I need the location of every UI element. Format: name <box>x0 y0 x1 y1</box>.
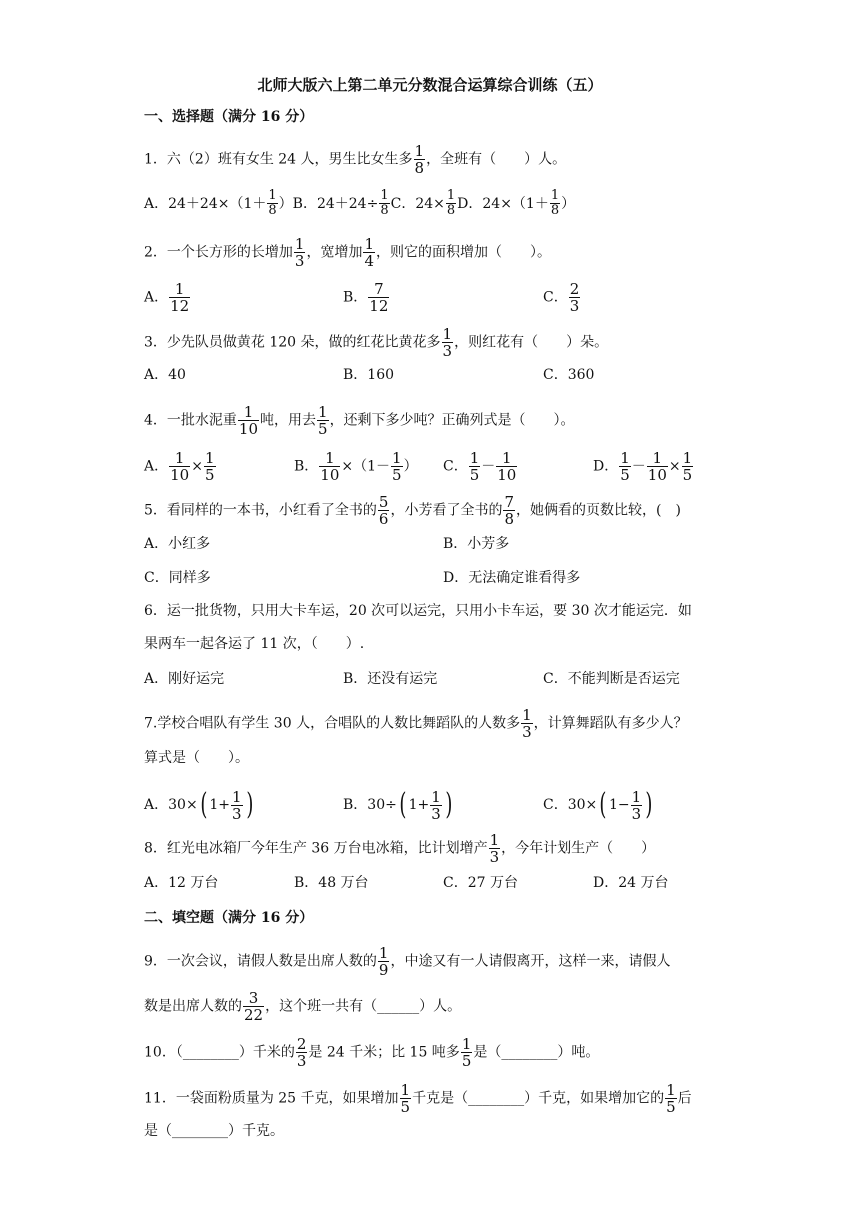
option-c[interactable]: C．同样多 <box>144 570 211 586</box>
fraction: $\frac{1}{9}$ <box>378 944 389 979</box>
fraction: $\frac{2}{3}$ <box>569 280 580 315</box>
fraction: $\frac{1}{5}$ <box>204 449 215 484</box>
option-a[interactable]: A． $\frac{1}{10}$ × $\frac{1}{5}$ <box>144 449 215 484</box>
fraction: $\frac{3}{22}$ <box>244 989 264 1024</box>
option-b[interactable]: B．还没有运完 <box>343 671 438 687</box>
option-c[interactable]: C．30×( 1− $\frac{1}{3}$ ) <box>543 787 653 823</box>
fraction: $\frac{2}{3}$ <box>296 1035 307 1070</box>
fraction: $\frac{1}{5}$ <box>469 449 480 484</box>
fraction: $\frac{1}{3}$ <box>522 706 532 741</box>
fraction: $\frac{1}{5}$ <box>318 403 328 438</box>
fraction: $\frac{1}{5}$ <box>392 449 402 484</box>
option-d[interactable]: D．24×（1＋ $\frac{1}{8}$ ） <box>457 188 576 218</box>
fraction: $\frac{1}{5}$ <box>682 449 693 484</box>
question-2: 2．一个长方形的长增加 $\frac{1}{3}$ ，宽增加 $\frac{1}{4}$ ，则它的面积增加（ ）。 <box>144 235 552 270</box>
fraction: $\frac{1}{8}$ <box>380 188 389 218</box>
fraction: $\frac{1}{10}$ <box>170 449 190 484</box>
option-d[interactable]: D． $\frac{1}{5}$ － $\frac{1}{10}$ × $\frac{1}{5}$ <box>593 449 693 484</box>
fraction: $\frac{1}{3}$ <box>442 325 453 360</box>
option-c[interactable]: C．24× $\frac{1}{8}$ <box>390 188 456 218</box>
question-7-line-2: 算式是（ ）。 <box>144 750 249 766</box>
question-1: 1．六（2）班有女生 24 人，男生比女生多 $\frac{1}{8}$ ，全班有（ ）人。 <box>144 142 567 177</box>
question-9: 9．一次会议，请假人数是出席人数的 $\frac{1}{9}$ ，中途又有一人请假离开，这样一来，请假人 <box>144 944 671 979</box>
question-11-line-2: 是（________）千克。 <box>144 1123 284 1139</box>
page-title: 北师大版六上第二单元分数混合运算综合训练（五） <box>257 76 603 94</box>
question-7: 7.学校合唱队有学生 30 人，合唱队的人数比舞蹈队的人数多 $\frac{1}{3}$ ，计算舞蹈队有多少人？ <box>144 706 688 741</box>
question-1-options <box>144 189 575 218</box>
option-b[interactable]: B．30÷( 1+ $\frac{1}{3}$ ) <box>343 787 453 823</box>
fraction: $\frac{1}{12}$ <box>170 280 190 315</box>
fraction: $\frac{1}{8}$ <box>550 188 560 218</box>
option-c[interactable]: C．27 万台 <box>443 875 518 891</box>
fraction: $\frac{1}{3}$ <box>631 787 642 823</box>
fraction: $\frac{7}{8}$ <box>504 493 514 528</box>
fraction: $\frac{1}{5}$ <box>620 449 630 484</box>
fraction: $\frac{1}{3}$ <box>431 787 441 823</box>
question-6-line-2: 果两车一起各运了 11 次，（ ）. <box>144 636 365 652</box>
fraction: $\frac{1}{10}$ <box>647 449 667 484</box>
fraction: $\frac{1}{3}$ <box>294 235 305 270</box>
option-a[interactable]: A．小红多 <box>144 536 211 552</box>
option-a[interactable]: A．40 <box>144 367 186 383</box>
question-6-line-1: 6．运一批货物，只用大卡车运，20 次可以运完，只用小卡车运，要 30 次才能运完．如 <box>144 603 692 619</box>
fraction: $\frac{7}{12}$ <box>369 280 389 315</box>
question-8: 8．红光电冰箱厂今年生产 36 万台电冰箱，比计划增产 $\frac{1}{3}$ ，今年计划生产（ ） <box>144 831 656 866</box>
option-c[interactable]: C． $\frac{1}{5}$ － $\frac{1}{10}$ <box>443 449 517 484</box>
option-b[interactable]: B．48 万台 <box>294 875 369 891</box>
question-3: 3．少先队员做黄花 120 朵，做的红花比黄花多 $\frac{1}{3}$ ，则红花有（ ）朵。 <box>144 325 609 360</box>
fraction: $\frac{5}{6}$ <box>378 493 389 528</box>
fraction: $\frac{1}{10}$ <box>320 449 340 484</box>
question-5: 5．看同样的一本书，小红看了全书的 $\frac{5}{6}$ ，小芳看了全书的 $\frac{7}{8}$ ，她俩看的页数比较，( ) <box>144 493 681 528</box>
option-a[interactable]: A．12 万台 <box>144 875 219 891</box>
fraction: $\frac{1}{3}$ <box>232 787 242 823</box>
fraction: $\frac{1}{5}$ <box>666 1081 676 1116</box>
option-d[interactable]: D．24 万台 <box>593 875 669 891</box>
section-heading-choice: 一、选择题（满分 16 分） <box>144 109 314 125</box>
fraction: $\frac{1}{10}$ <box>238 403 259 438</box>
fraction: $\frac{1}{8}$ <box>414 142 425 177</box>
fraction: $\frac{1}{4}$ <box>364 235 375 270</box>
option-a[interactable]: A．24＋24×（1＋ $\frac{1}{8}$ ） <box>144 188 293 218</box>
question-9-line-2: 数是出席人数的 $\frac{3}{22}$ ，这个班一共有（______）人。 <box>144 989 462 1024</box>
fraction: $\frac{1}{10}$ <box>497 449 517 484</box>
option-c[interactable]: C． $\frac{2}{3}$ <box>543 280 580 315</box>
option-a[interactable]: A．刚好运完 <box>144 671 225 687</box>
option-b[interactable]: B．24＋24÷ $\frac{1}{8}$ <box>292 188 389 218</box>
question-4: 4．一批水泥重 $\frac{1}{10}$ 吨，用去 $\frac{1}{5}$ ，还剩下多少吨？正确列式是（ ）。 <box>144 403 575 438</box>
option-d[interactable]: D．无法确定谁看得多 <box>443 570 581 586</box>
option-a[interactable]: A．30×( 1+ $\frac{1}{3}$ ) <box>144 787 253 823</box>
section-heading-fill: 二、填空题（满分 16 分） <box>144 910 314 926</box>
option-b[interactable]: B．160 <box>343 367 395 383</box>
fraction: $\frac{1}{5}$ <box>461 1035 472 1070</box>
fraction: $\frac{1}{8}$ <box>446 188 456 218</box>
fraction: $\frac{1}{5}$ <box>400 1081 411 1116</box>
question-11: 11．一袋面粉质量为 25 千克，如果增加 $\frac{1}{5}$ 千克是（________）千克，如果增加它的 $\frac{1}{5}$ 后 <box>144 1081 692 1116</box>
option-b[interactable]: B．小芳多 <box>443 536 510 552</box>
option-c[interactable]: C．360 <box>543 367 595 383</box>
fraction: $\frac{1}{8}$ <box>268 188 277 218</box>
option-c[interactable]: C．不能判断是否运完 <box>543 671 680 687</box>
fraction: $\frac{1}{3}$ <box>489 831 500 866</box>
option-b[interactable]: B． $\frac{1}{10}$ ×（1－ $\frac{1}{5}$ ） <box>294 449 418 484</box>
option-a[interactable]: A． $\frac{1}{12}$ <box>144 280 190 315</box>
question-10: 10．（________）千米的 $\frac{2}{3}$ 是 24 千米；比 15 吨多 $\frac{1}{5}$ 是（________）吨。 <box>144 1035 600 1070</box>
option-b[interactable]: B． $\frac{7}{12}$ <box>343 280 389 315</box>
